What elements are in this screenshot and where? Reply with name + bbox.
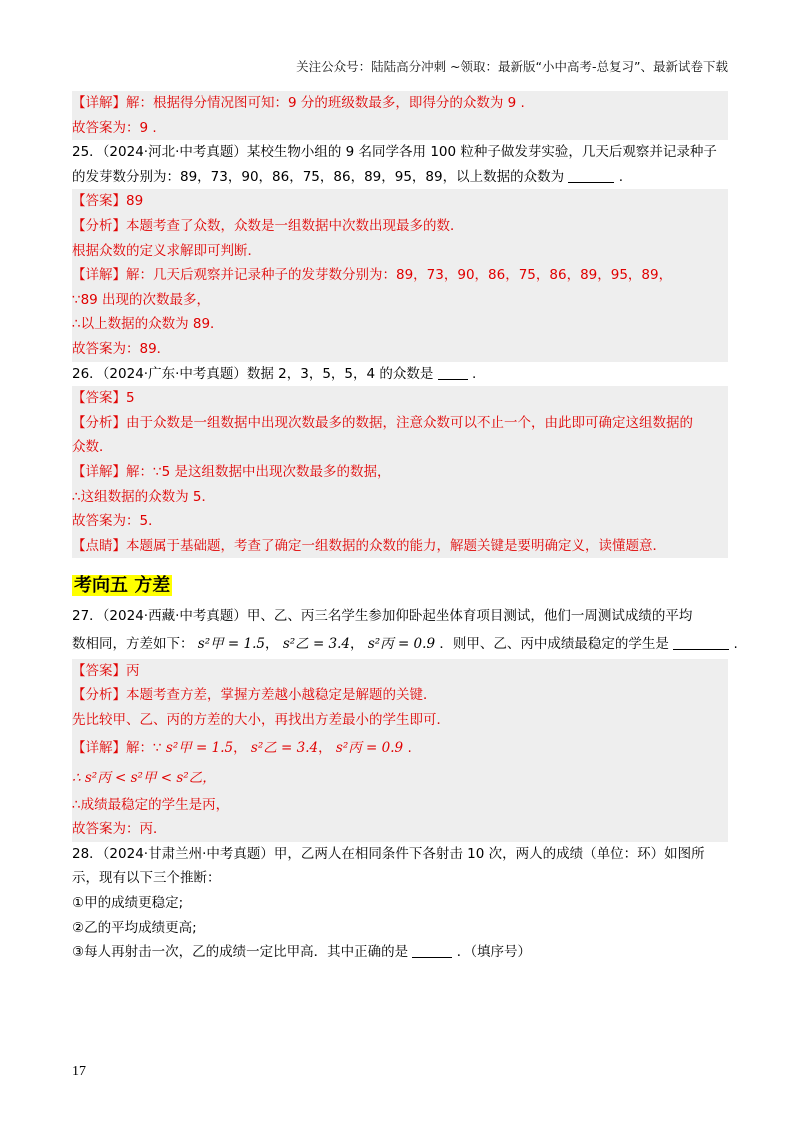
q25-answer: 【答案】89 [72,189,728,214]
q26-analysis-1: 【分析】由于众数是一组数据中出现次数最多的数据，注意众数可以不止一个，由此即可确定这组数据的 [72,411,728,436]
q25-stem-1: 25．（2024·河北·中考真题）某校生物小组的 9 名同学各用 100 粒种子做发芽实验，几天后观察并记录种子 [72,144,717,161]
q27-detail-end: . [407,739,412,756]
q26-analysis-2: 众数． [72,435,728,460]
q27-var-c: s²丙 = 0.9 [367,635,436,652]
q27-answer-line: 故答案为：丙． [72,817,728,842]
q28-item-2: ②乙的平均成绩更高; [72,919,197,936]
q25-analysis-2: 根据众数的定义求解即可判断． [72,239,728,264]
q27-conclusion: ∴成绩最稳定的学生是丙， [72,793,728,818]
q26-answer-blank [438,365,468,380]
q27-stem-2: 数相同，方差如下： s²甲 = 1.5， s²乙 = 3.4， s²丙 = 0.9 ．则甲、乙、丙中成绩最稳定的学生是 . [72,635,738,652]
page-header: 关注公众号：陆陆高分冲刺 ~领取：最新版“小中高考-总复习”、最新试卷下载 [296,59,728,74]
q26-stem-text: 26．（2024·广东·中考真题）数据 2，3，5，5，4 的众数是 [72,365,434,382]
q28-item-1: ①甲的成绩更稳定; [72,895,184,912]
q27-stem-2-pre: 数相同，方差如下： [72,635,194,652]
q25-detail-3: ∴以上数据的众数为 89． [72,312,728,337]
q25-analysis-1: 【分析】本题考查了众数，众数是一组数据中次数出现最多的数． [72,214,728,239]
q26-answer-line: 故答案为：5． [72,509,728,534]
q27-analysis-2: 先比较甲、乙、丙的方差的大小，再找出方差最小的学生即可． [72,708,728,733]
q26-stem [72,362,728,387]
q28-item-3-end: ．（填序号） [456,944,531,961]
q26-stem-end: . [472,365,477,382]
q27-detail-var-b: s²乙 = 3.4 [250,739,319,756]
q27-stem-2-end: . [733,635,738,652]
q27-var-a: s²甲 = 1.5 [197,635,266,652]
q26-answer: 【答案】5 [72,386,728,411]
q27-stem-1: 27．（2024·西藏·中考真题）甲、乙、丙三名学生参加仰卧起坐体育项目测试，他们一周测试成绩的平均 [72,608,693,625]
q25-answer-line: 故答案为：89． [72,337,728,362]
q27-var-b: s²乙 = 3.4 [282,635,351,652]
q24-detail: 【详解】解：根据得分情况图可知：9 分的班级数最多，即得分的众数为 9 . [72,91,728,116]
q27-detail-var-c: s²丙 = 0.9 [335,739,404,756]
q28-answer-blank [412,943,452,958]
page-content [72,91,738,965]
q25-stem-2-text: 的发芽数分别为：89，73，90，86，75，86，89，95，89，以上数据的众数为 [72,168,565,185]
q28-item-3-text: ③每人再射击一次，乙的成绩一定比甲高．其中正确的是 [72,944,409,961]
q27-ineq-text: ∴ s²丙 < s²甲 < s²乙， [72,769,216,786]
q27-analysis-1: 【分析】本题考查方差，掌握方差越小越稳定是解题的关键． [72,683,728,708]
q25-answer-blank [568,168,614,183]
q28-stem-1: 28．（2024·甘肃兰州·中考真题）甲，乙两人在相同条件下各射击 10 次，两人的成绩（单位：环）如图所 [72,845,705,862]
q28-stem-2: 示，现有以下三个推断： [72,870,221,887]
q27-detail-pre: 【详解】解：∵ [72,739,162,756]
section-title: 考向五 方差 [74,575,171,597]
q25-detail-1: 【详解】解：几天后观察并记录种子的发芽数分别为：89，73，90，86，75，86，89，95，89， [72,263,728,288]
q28-item-3 [72,940,728,965]
q26-detail-1: 【详解】解：∵5 是这组数据中出现次数最多的数据， [72,460,728,485]
q25-detail-2: ∵89 出现的次数最多， [72,288,728,313]
q27-detail-var-a: s²甲 = 1.5 [165,739,234,756]
q27-stem-2-post: ．则甲、乙、丙中成绩最稳定的学生是 [439,635,669,652]
q26-detail-2: ∴这组数据的众数为 5． [72,485,728,510]
q24-answer-line: 故答案为：9 . [72,116,728,141]
q27-answer-blank [673,635,729,650]
q27-detail: 【详解】解：∵ s²甲 = 1.5， s²乙 = 3.4， s²丙 = 0.9 . [72,733,728,763]
q26-comment: 【点睛】本题属于基础题，考查了确定一组数据的众数的能力，解题关键是要明确定义，读懂题意． [72,534,728,559]
q25-stem-2-end: . [618,168,623,185]
q27-inequality [72,763,728,793]
q25-stem-2 [72,165,728,190]
q27-answer: 【答案】丙 [72,659,728,684]
page-number: 17 [72,1064,86,1079]
